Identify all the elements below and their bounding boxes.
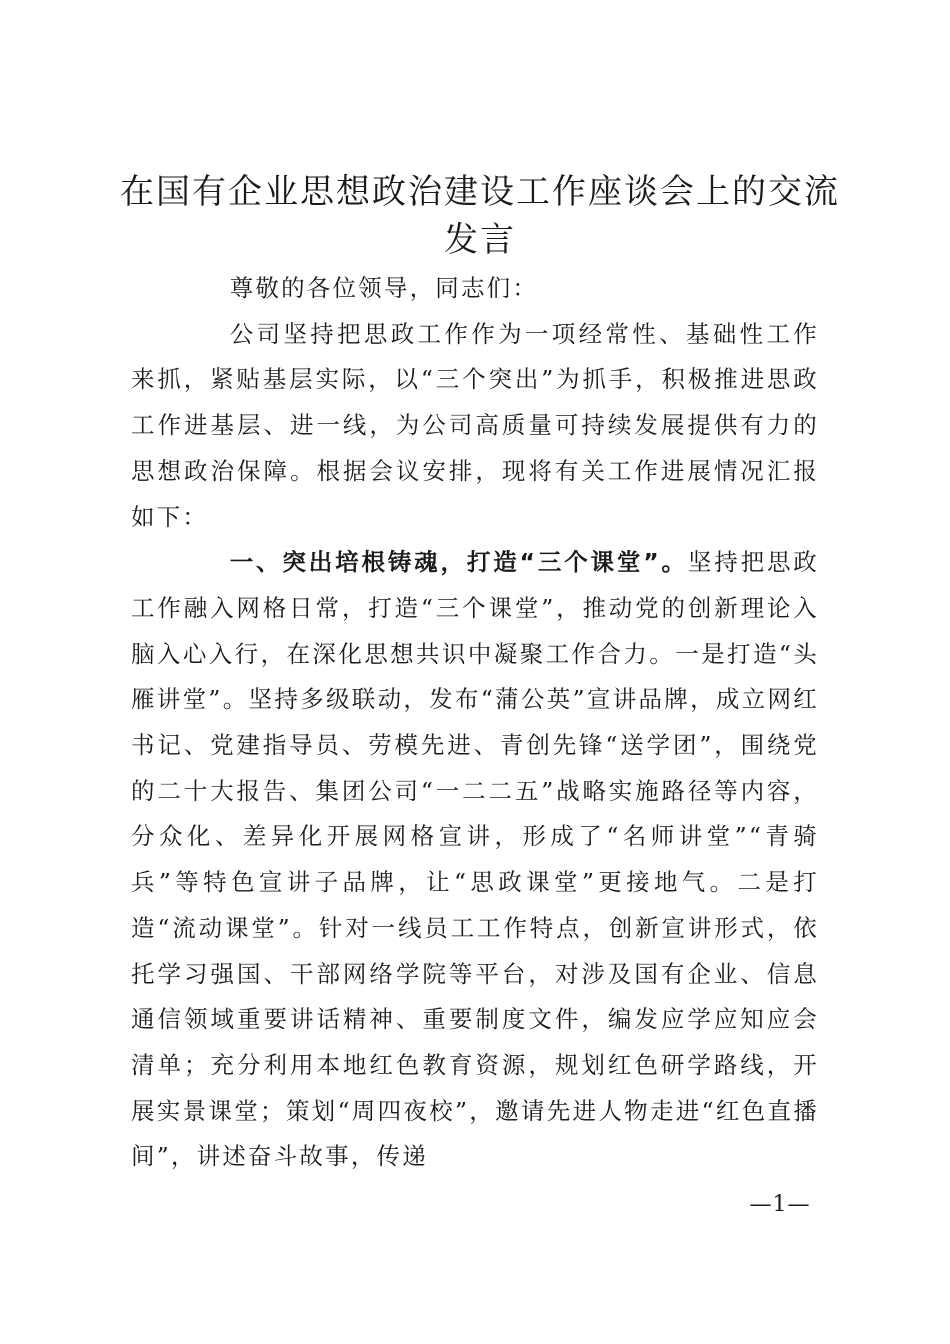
document-body xyxy=(131,266,819,1180)
document-title: 在国有企业思想政治建设工作座谈会上的交流发言 xyxy=(120,172,840,260)
salutation: 尊敬的各位领导，同志们： xyxy=(229,274,539,302)
section-1-heading: 一、突出培根铸魂，打造“三个课堂”。 xyxy=(229,548,688,577)
section-1-paragraph xyxy=(131,540,819,1180)
intro-paragraph: 公司坚持把思政工作作为一项经常性、基础性工作来抓，紧贴基层实际，以“三个突出”为抓手，积极推进思政工作进基层、进一线，为公司高质量可持续发展提供有力的思想政治保障。根据会议安排，现将有关工作进展情况汇报如下： xyxy=(131,319,819,531)
section-1-body: 坚持把思政工作融入网格日常，打造“三个课堂”，推动党的创新理论入脑入心入行，在深化思想共识中凝聚工作合力。一是打造“头雁讲堂”。坚持多级联动，发布“蒲公英”宣讲品牌，成立网红书记、党建指导员、劳模先进、青创先锋“送学团”，围绕党的二十大报告、集团公司“一二二五”战略实施路径等内容，分众化、差异化开展网格宣讲，形成了“名师讲堂”“青骑兵”等特色宣讲子品牌，让“思政课堂”更接地气。二是打造“流动课堂”。针对一线员工工作特点，创新宣讲形式，依托学习强国、干部网络学院等平台，对涉及国有企业、信息通信领域重要讲话精神、重要制度文件，编发应学应知应会清单；充分利用本地红色教育资源，规划红色研学路线，开展实景课堂；策划“周四夜校”，邀请先进人物走进“红色直播间”，讲述奋斗故事，传递 xyxy=(131,548,819,1171)
page-number: —1— xyxy=(749,1192,811,1217)
